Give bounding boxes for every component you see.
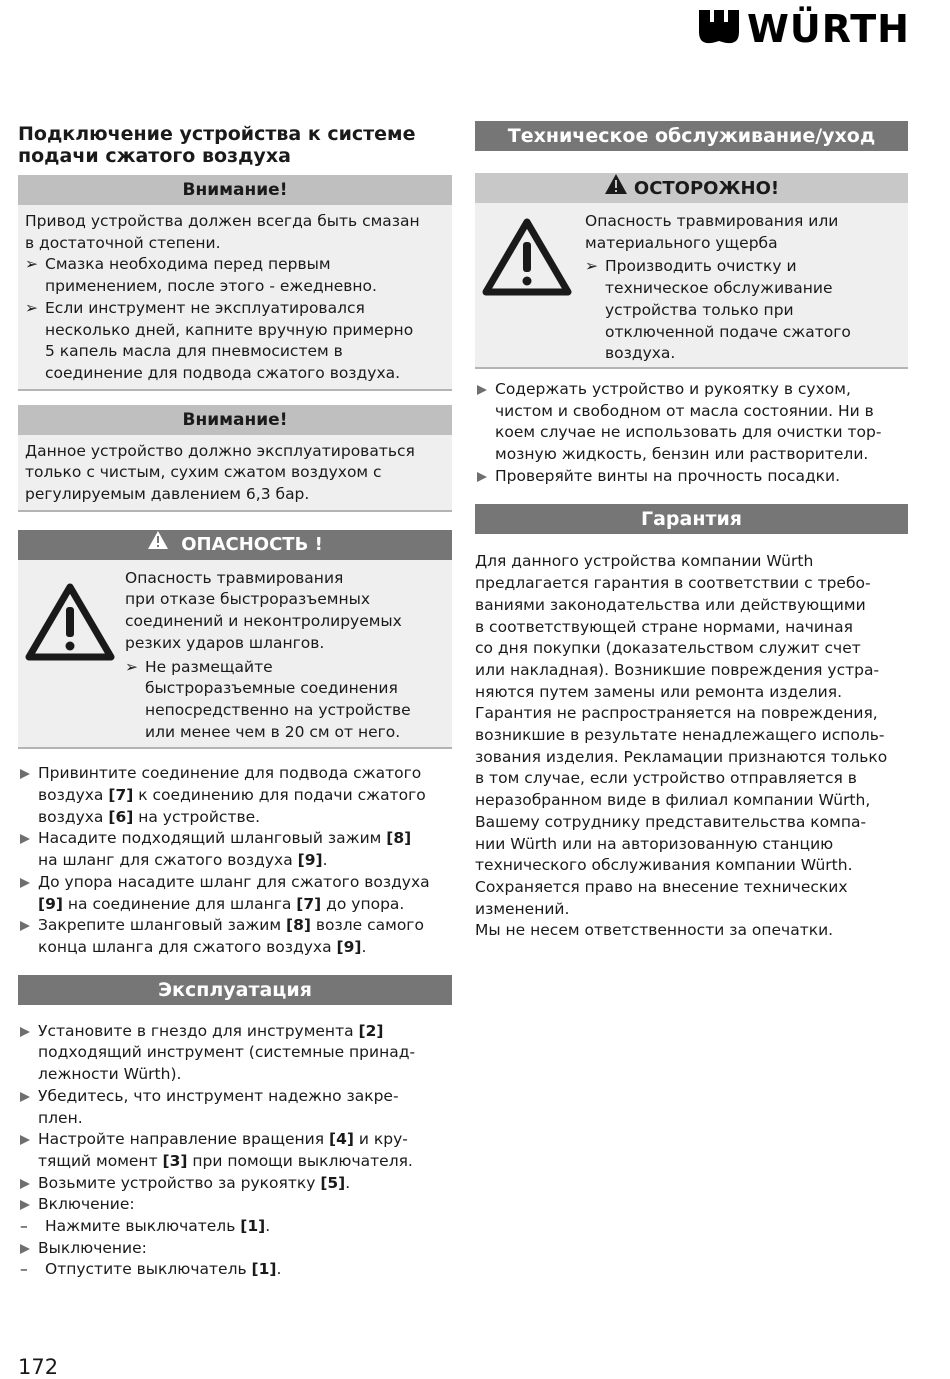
list-item: Закрепите шланговый зажим [8] возле самого конца шланга для сжатого воздуха [9]. xyxy=(18,915,452,958)
section-title-connection: Подключение устройства к системе подачи сжатого воздуха xyxy=(18,123,416,167)
list-item: До упора насадите шланг для сжатого воздуха [9] на соединение для шланга [7] до упора. xyxy=(18,872,452,915)
right-column xyxy=(475,121,908,942)
connection-steps xyxy=(18,763,452,958)
list-item: Выключение: xyxy=(18,1238,452,1260)
warranty-text: Для данного устройства компании Würth предлагается гарантия в соответствии с требо- ваниями законодательства или действующими в соответствующей стране нормами, начиная со дня покупки (доказательством служит счет или накладная). Возникшие повреждения устра- няются путем замены или ремонта изделия. Гарантия не распространяется на повреждения, возникшие в результате ненадлежащего исполь- зования изделия. Рекламации признаются только в том случае, если устройство отправляется в неразобранном виде в филиал компании Würth, Вашему сотруднику представительства компа- нии Würth или на авторизованную станцию технического обслуживания компании Würth. Сохраняется право на внесение технических изменений. Мы не несем ответственности за опечатки. xyxy=(475,552,888,940)
list-item: Включение: xyxy=(18,1194,452,1216)
chevron-right-icon: ➢ xyxy=(25,255,38,274)
warning-triangle-icon xyxy=(147,530,169,560)
maintenance-steps xyxy=(475,379,908,488)
bullet-triangle-icon xyxy=(20,878,30,888)
chevron-right-icon: ➢ xyxy=(125,657,138,676)
list-subitem: – Нажмите выключатель [1]. xyxy=(18,1216,452,1238)
bullet-triangle-icon xyxy=(20,921,30,931)
attention-header: Внимание! xyxy=(18,175,452,205)
attention-box-air: Данное устройство должно эксплуатироваться только с чистым, сухим сжатом воздухом с регулируемым давлением 6,3 бар. xyxy=(18,435,452,512)
bullet-triangle-icon xyxy=(20,769,30,779)
list-item: Возьмите устройство за рукоятку [5]. xyxy=(18,1173,452,1195)
bullet-triangle-icon xyxy=(477,472,487,482)
list-item: Настройте направление вращения [4] и кру- тящий момент [3] при помощи выключателя. xyxy=(18,1129,452,1172)
list-item: Содержать устройство и рукоятку в сухом, чистом и свободном от масла состоянии. Ни в коем случае не использовать для очистки тор- мозную жидкость, бензин или растворители. xyxy=(475,379,908,466)
chevron-right-icon: ➢ xyxy=(25,298,38,317)
list-item: Установите в гнездо для инструмента [2] подходящий инструмент (системные принад- лежности Würth). xyxy=(18,1021,452,1086)
list-item: Проверяйте винты на прочность посадки. xyxy=(475,466,908,488)
danger-box: Опасность травмирования при отказе быстроразъемных соединений и неконтролируемых резких ударов шлангов. ➢ Не размещайте быстроразъемные соединения непосредственно на устройстве или менее чем в 20 см от него. xyxy=(18,560,452,750)
dash-icon: – xyxy=(20,1260,28,1279)
section-header-maintenance: Техническое обслуживание/уход xyxy=(475,121,908,151)
list-item: Убедитесь, что инструмент надежно закре- плен. xyxy=(18,1086,452,1129)
bullet-triangle-icon xyxy=(477,385,487,395)
bullet-triangle-icon xyxy=(20,834,30,844)
warning-triangle-icon xyxy=(25,568,125,744)
section-header-warranty: Гарантия xyxy=(475,504,908,534)
brand-name: WÜRTH xyxy=(746,7,910,51)
bullet-triangle-icon xyxy=(20,1200,30,1210)
caution-header: ОСТОРОЖНО! xyxy=(475,173,908,203)
list-item: ➢ Не размещайте быстроразъемные соединения непосредственно на устройстве или менее чем в 20 см от него. xyxy=(125,657,411,741)
dash-icon: – xyxy=(20,1217,28,1236)
wurth-logo-icon xyxy=(699,10,739,48)
list-item: Насадите подходящий шланговый зажим [8] на шланг для сжатого воздуха [9]. xyxy=(18,828,452,871)
list-item: ➢ Смазка необходима перед первым применением, после этого - ежедневно. xyxy=(25,255,377,296)
attention-box-lubrication: Привод устройства должен всегда быть смазан в достаточной степени. ➢ Смазка необходима перед первым применением, после этого - ежедневно. ➢ Если инструмент не эксплуатировался несколько дней, капните вручную примерно 5 капель масла для пневмосистем в соединение для подвода сжатого воздуха. xyxy=(18,205,452,391)
list-item: ➢ Производить очистку и техническое обслуживание устройства только при отключенной подаче сжатого воздуха. xyxy=(585,257,851,363)
brand-logo xyxy=(699,7,910,51)
list-subitem: – Отпустите выключатель [1]. xyxy=(18,1259,452,1281)
attention-header: Внимание! xyxy=(18,405,452,435)
list-item: ➢ Если инструмент не эксплуатировался несколько дней, капните вручную примерно 5 капель масла для пневмосистем в соединение для подвода сжатого воздуха. xyxy=(25,298,414,382)
bullet-triangle-icon xyxy=(20,1244,30,1254)
bullet-triangle-icon xyxy=(20,1092,30,1102)
chevron-right-icon: ➢ xyxy=(585,257,598,276)
caution-box: Опасность травмирования или материального ущерба ➢ Производить очистку и техническое обслуживание устройства только при отключенной подаче сжатого воздуха. xyxy=(475,203,908,369)
bullet-triangle-icon xyxy=(20,1135,30,1145)
page-number: 172 xyxy=(18,1355,59,1379)
list-item: Привинтите соединение для подвода сжатого воздуха [7] к соединению для подачи сжатого воздуха [6] на устройстве. xyxy=(18,763,452,828)
section-header-operation: Эксплуатация xyxy=(18,975,452,1005)
warning-triangle-icon xyxy=(482,211,585,365)
operation-steps xyxy=(18,1021,452,1281)
bullet-triangle-icon xyxy=(20,1179,30,1189)
danger-header: ОПАСНОСТЬ ! xyxy=(18,530,452,560)
bullet-triangle-icon xyxy=(20,1027,30,1037)
left-column xyxy=(18,121,452,1281)
warning-triangle-icon xyxy=(604,173,628,205)
